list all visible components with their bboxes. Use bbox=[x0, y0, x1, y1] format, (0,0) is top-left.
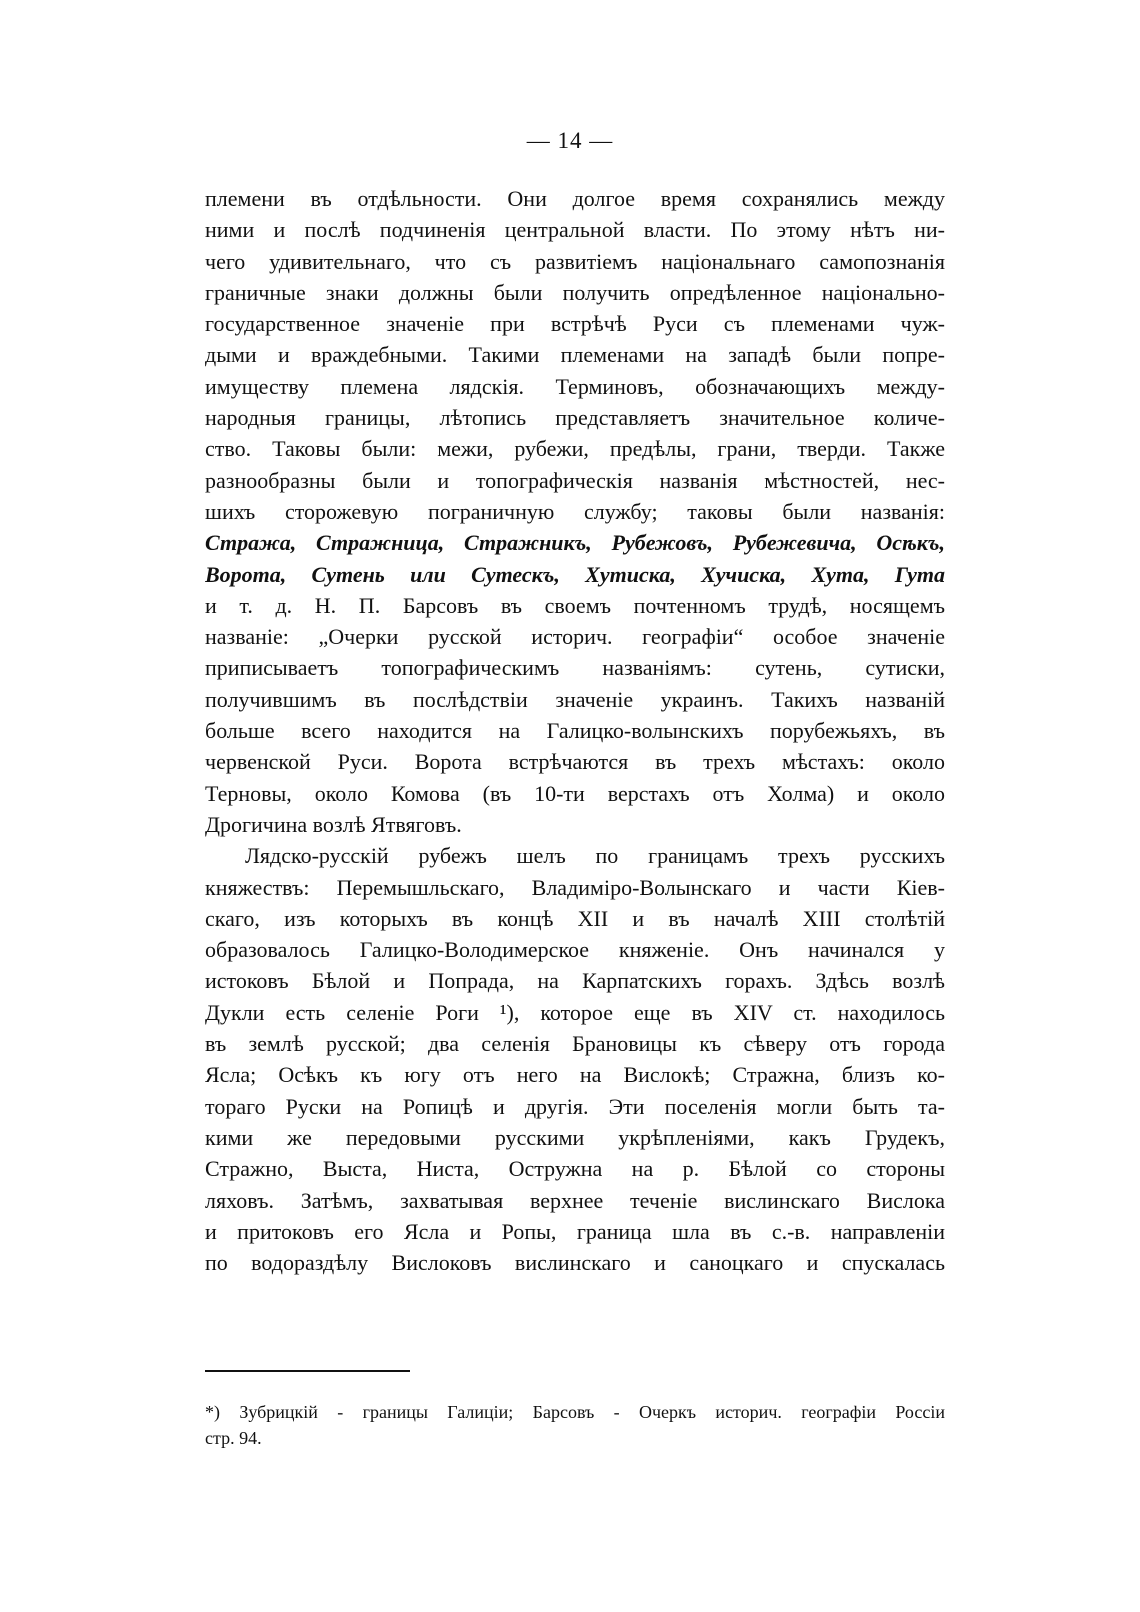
text-line: государственное значеніе при встрѣчѣ Руси съ племенами чуж- bbox=[205, 311, 945, 337]
text-line: чего удивительнаго, что съ развитіемъ національнаго самопознанія bbox=[205, 248, 945, 274]
text-line: кими же передовыми русскими укрѣпленіями, какъ Грудекъ, bbox=[205, 1124, 945, 1150]
text-line: названіе: „Очерки русской историч. географіи“ особое значеніе bbox=[205, 624, 945, 650]
text-line: и притоковъ его Ясла и Ропы, граница шла въ с.-в. направленіи bbox=[205, 1218, 945, 1244]
footnote bbox=[205, 1399, 945, 1451]
text-line: тораго Руски на Ропицѣ и другія. Эти поселенія могли быть та- bbox=[205, 1093, 945, 1119]
text-line: племени въ отдѣльности. Они долгое время сохранялись между bbox=[205, 186, 945, 211]
text-line: образовалось Галицко-Володимерское княженіе. Онъ начинался у bbox=[205, 937, 945, 963]
text-line: червенской Руси. Ворота встрѣчаются въ трехъ мѣстахъ: около bbox=[205, 749, 945, 775]
text-line: Ясла; Осѣкъ къ югу отъ него на Вислокѣ; Стражна, близъ ко- bbox=[205, 1062, 945, 1088]
page-number: — 14 — bbox=[526, 128, 614, 153]
text-line: шихъ сторожевую пограничную службу; таковы были названія: bbox=[205, 498, 945, 524]
text-line: и т. д. Н. П. Барсовъ въ своемъ почтенномъ трудѣ, носящемъ bbox=[205, 592, 945, 618]
text-line: Лядско-русскій рубежъ шелъ по границамъ трехъ русскихъ bbox=[245, 843, 945, 869]
text-line: народныя границы, лѣтопись представляетъ значительное количе- bbox=[205, 405, 945, 431]
text-line: истоковъ Бѣлой и Попрада, на Карпатскихъ горахъ. Здѣсь возлѣ bbox=[205, 968, 945, 994]
text-line: приписываетъ топографическимъ названіямъ: сутень, сутиски, bbox=[205, 655, 945, 681]
text-line: имуществу племена лядскія. Терминовъ, обозначающихъ между- bbox=[205, 373, 945, 399]
text-line: княжествъ: Перемышльскаго, Владиміро-Волынскаго и части Кіев- bbox=[205, 874, 945, 900]
text-line: ство. Таковы были: межи, рубежи, предѣлы, грани, тверди. Также bbox=[205, 436, 945, 462]
footnote-divider bbox=[205, 1370, 410, 1372]
text-line: больше всего находится на Галицко-волынскихъ порубежьяхъ, въ bbox=[205, 718, 945, 744]
text-line: граничные знаки должны были получить опредѣленное національно- bbox=[205, 279, 945, 305]
text-line: Стражно, Выста, Ниста, Остружна на р. Бѣлой со стороны bbox=[205, 1156, 945, 1182]
text-line: Терновы, около Комова (въ 10-ти верстахъ отъ Холма) и около bbox=[205, 780, 945, 806]
text-line: по водораздѣлу Вислоковъ вислинскаго и саноцкаго и спускалась bbox=[205, 1250, 945, 1276]
text-line: получившимъ въ послѣдствіи значеніе украинъ. Такихъ названій bbox=[205, 686, 945, 712]
text-line: Дукли есть селеніе Роги ¹), которое еще въ XIV ст. находилось bbox=[205, 999, 945, 1025]
footnote-line: стр. 94. bbox=[205, 1428, 262, 1448]
text-line: разнообразны были и топографическія названія мѣстностей, нес- bbox=[205, 467, 945, 493]
text-line: дыми и враждебными. Такими племенами на западѣ были попре- bbox=[205, 342, 945, 368]
text-line: въ землѣ русской; два селенія Брановицы къ сѣверу отъ города bbox=[205, 1031, 945, 1057]
text-line: ляховъ. Затѣмъ, захватывая верхнее теченіе вислинскаго Вислока bbox=[205, 1187, 945, 1213]
text-line: скаго, изъ которыхъ въ концѣ XII и въ началѣ XIII столѣтій bbox=[205, 905, 945, 931]
footnote-line: *) Зубрицкій - границы Галиціи; Барсовъ - Очеркъ историч. географіи Россіи bbox=[205, 1402, 945, 1422]
body-text bbox=[205, 183, 945, 1278]
text-line: Дрогичина возлѣ Ятвяговъ. bbox=[205, 811, 462, 837]
text-line: ними и послѣ подчиненія центральной власти. По этому нѣтъ ни- bbox=[205, 217, 945, 243]
text-line: Ворота, Сутень или Сутескъ, Хутиска, Хучиска, Хута, Гута bbox=[205, 561, 945, 587]
text-line: Стража, Стражница, Стражникъ, Рубежовъ, Рубежевича, Осѣкъ, bbox=[205, 530, 945, 556]
